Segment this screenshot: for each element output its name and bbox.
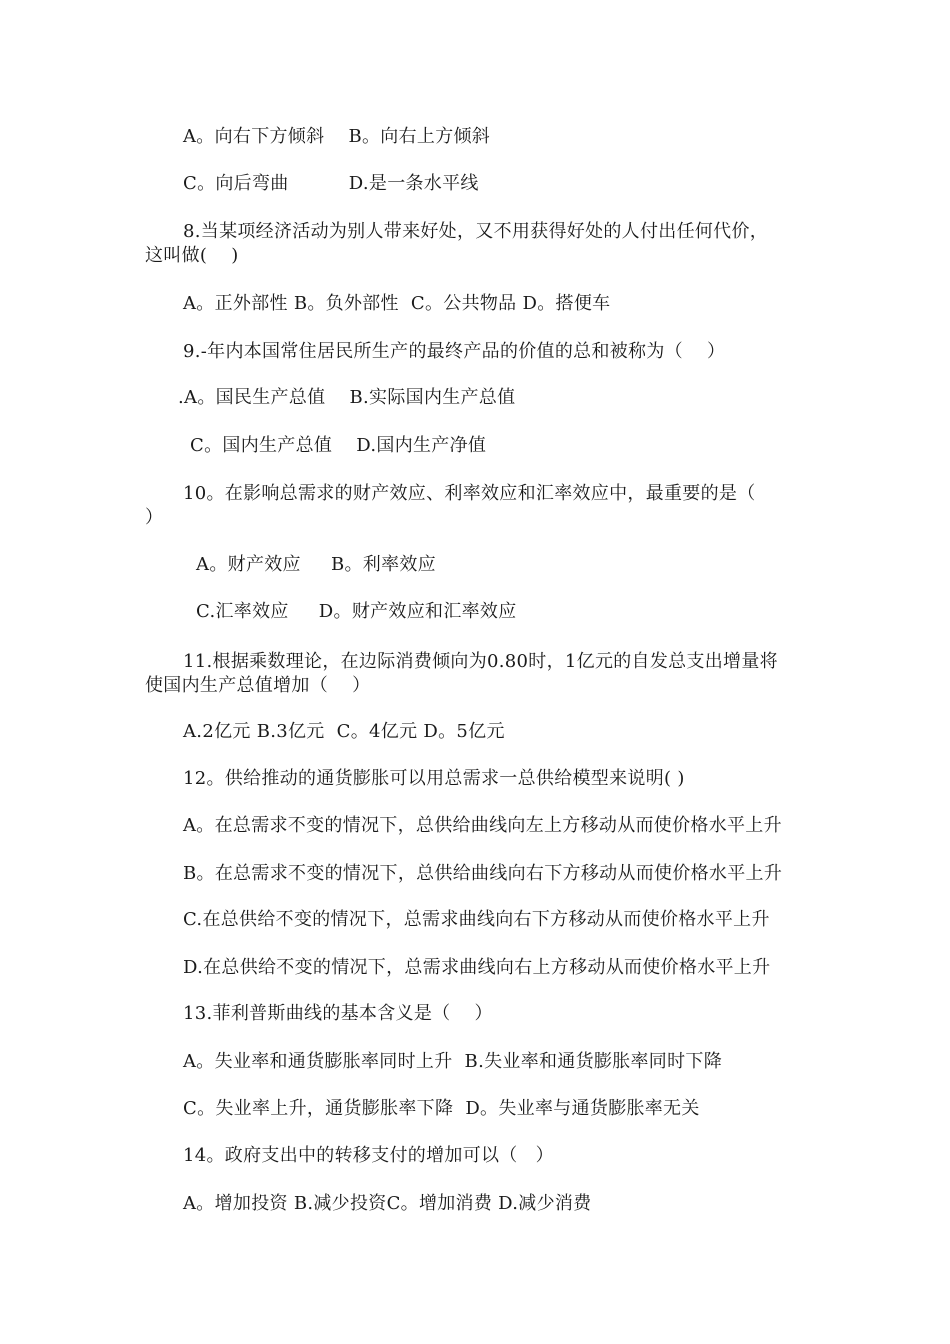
q10-options-ab: A。财产效应 B。利率效应: [184, 554, 436, 575]
q10-stem-continued: ）: [145, 507, 164, 528]
q12-option-c: C.在总供给不变的情况下，总需求曲线向右下方移动从而使价格水平上升: [183, 909, 770, 930]
q8-options: A。正外部性 B。负外部性 C。公共物品 D。搭便车: [183, 293, 611, 314]
q13-options-ab: A。失业率和通货膨胀率同时上升 B.失业率和通货膨胀率同时下降: [183, 1051, 722, 1072]
q12-stem: 12。供给推动的通货膨胀可以用总需求一总供给模型来说明( ): [183, 768, 685, 789]
q9-options-ab: .A。国民生产总值 B.实际国内生产总值: [178, 387, 516, 408]
q10-stem: 10。在影响总需求的财产效应、利率效应和汇率效应中，最重要的是（: [183, 483, 756, 504]
q7-options-ab: A。向右下方倾斜 B。向右上方倾斜: [183, 126, 491, 147]
q9-stem: 9.-年内本国常住居民所生产的最终产品的价值的总和被称为（ ）: [183, 341, 726, 362]
q14-stem: 14。政府支出中的转移支付的增加可以（ ）: [183, 1145, 554, 1166]
q12-option-b: B。在总需求不变的情况下，总供给曲线向右下方移动从而使价格水平上升: [183, 863, 783, 884]
q11-stem-continued: 使国内生产总值增加（ ）: [145, 675, 371, 696]
q7-options-cd: C。向后弯曲 D.是一条水平线: [183, 173, 479, 194]
q14-options: A。增加投资 B.减少投资C。增加消费 D.减少消费: [183, 1193, 592, 1214]
q9-options-cd: C。国内生产总值 D.国内生产净值: [184, 435, 487, 456]
q13-options-cd: C。失业率上升，通货膨胀率下降 D。失业率与通货膨胀率无关: [183, 1098, 700, 1119]
q8-stem-continued: 这叫做( ): [145, 245, 239, 266]
q12-option-d: D.在总供给不变的情况下，总需求曲线向右上方移动从而使价格水平上升: [183, 957, 771, 978]
q11-stem: 11.根据乘数理论，在边际消费倾向为0.80时，1亿元的自发总支出增量将: [183, 651, 778, 672]
q13-stem: 13.菲利普斯曲线的基本含义是（ ）: [183, 1003, 493, 1024]
q11-options: A.2亿元 B.3亿元 C。4亿元 D。5亿元: [183, 721, 505, 742]
q10-options-cd: C.汇率效应 D。财产效应和汇率效应: [184, 601, 517, 622]
q12-option-a: A。在总需求不变的情况下，总供给曲线向左上方移动从而使价格水平上升: [183, 815, 782, 836]
q8-stem: 8.当某项经济活动为别人带来好处，又不用获得好处的人付出任何代价，: [183, 221, 769, 242]
